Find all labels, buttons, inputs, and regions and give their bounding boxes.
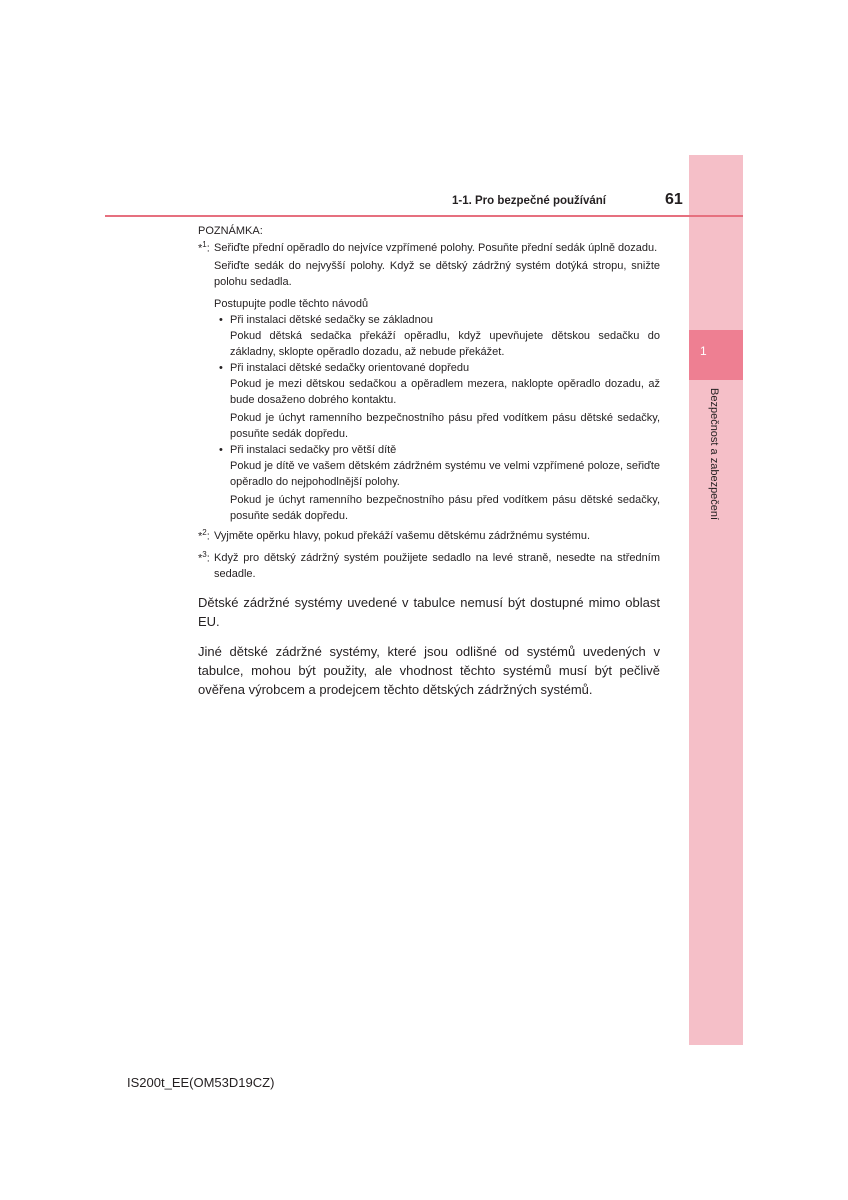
page-content — [198, 223, 660, 699]
chapter-title: Bezpečnost a zabezpečení — [708, 388, 720, 521]
chapter-tab — [689, 330, 743, 380]
footnote-3 — [198, 550, 660, 582]
bullet-title: Při instalaci sedačky pro větší dítě — [230, 444, 397, 456]
footer-model-code: IS200t_EE(OM53D19CZ) — [127, 1075, 275, 1090]
note-heading: POZNÁMKA: — [198, 225, 263, 237]
footnote-1 — [198, 240, 660, 524]
bullet-dot: • — [219, 444, 223, 456]
page-number: 61 — [665, 191, 683, 208]
footnote-2 — [198, 528, 660, 544]
chapter-number: 1 — [700, 344, 707, 358]
bullet-item — [214, 442, 660, 458]
footnote-3-mark: *$^3$: — [198, 550, 210, 565]
bullet-text: Pokud dětská sedačka překáží opěradlu, když upevňujete dětskou sedačku do základny, sklopte opěradlo dozadu, až nebude překážet. — [230, 330, 660, 358]
section-title: 1-1. Pro bezpečné používání — [451, 195, 606, 207]
body-paragraph: Jiné dětské zádržné systémy, které jsou odlišné od systémů uvedených v tabulce, mohou být použity, ale vhodnost těchto systémů musí být pečlivě ověřena výrobcem a prodejcem těchto dětských zádržných systémů. — [198, 644, 660, 697]
bullet-title: Při instalaci dětské sedačky se základnou — [230, 314, 433, 326]
bullet-text: Pokud je mezi dětskou sedačkou a opěradlem mezera, naklopte opěradlo dozadu, až bude dosaženo dobrého kontaktu. — [230, 378, 660, 406]
footnote-1-line-2: Seřiďte sedák do nejvyšší polohy. Když se dětský zádržný systém dotýká stropu, snižte polohu sedadla. — [214, 260, 660, 288]
bullet-item — [214, 360, 660, 376]
side-tab — [689, 155, 743, 1045]
bullet-title: Při instalaci dětské sedačky orientované dopředu — [230, 362, 470, 374]
header-divider — [105, 215, 743, 217]
body-paragraph: Dětské zádržné systémy uvedené v tabulce nemusí být dostupné mimo oblast EU. — [198, 595, 660, 629]
footnote-1-line-1: Seřiďte přední opěradlo do nejvíce vzpřímené polohy. Posuňte přední sedák úplně dozadu. — [214, 242, 658, 254]
bullet-item — [214, 312, 660, 328]
bullet-dot: • — [219, 314, 223, 326]
footnote-1-intro: Postupujte podle těchto návodů — [214, 298, 369, 310]
footnote-1-mark: *$^1$: — [198, 240, 210, 255]
bullet-text: Pokud je úchyt ramenního bezpečnostního pásu před vodítkem pásu dětské sedačky, posuňte sedák dopředu. — [230, 412, 660, 440]
bullet-dot: • — [219, 362, 223, 374]
bullet-text: Pokud je úchyt ramenního bezpečnostního pásu před vodítkem pásu dětské sedačky, posuňte sedák dopředu. — [230, 494, 660, 522]
bullet-text: Pokud je dítě ve vašem dětském zádržném systému ve velmi vzpřímené poloze, seřiďte opěradlo do nejpohodlnější polohy. — [230, 460, 660, 488]
footnote-2-mark: *$^2$: — [198, 528, 210, 543]
footnote-3-text: Když pro dětský zádržný systém použijete sedadlo na levé straně, nesedte na středním sedadle. — [214, 552, 660, 580]
footnote-2-text: Vyjměte opěrku hlavy, pokud překáží vašemu dětskému zádržnému systému. — [214, 530, 591, 542]
